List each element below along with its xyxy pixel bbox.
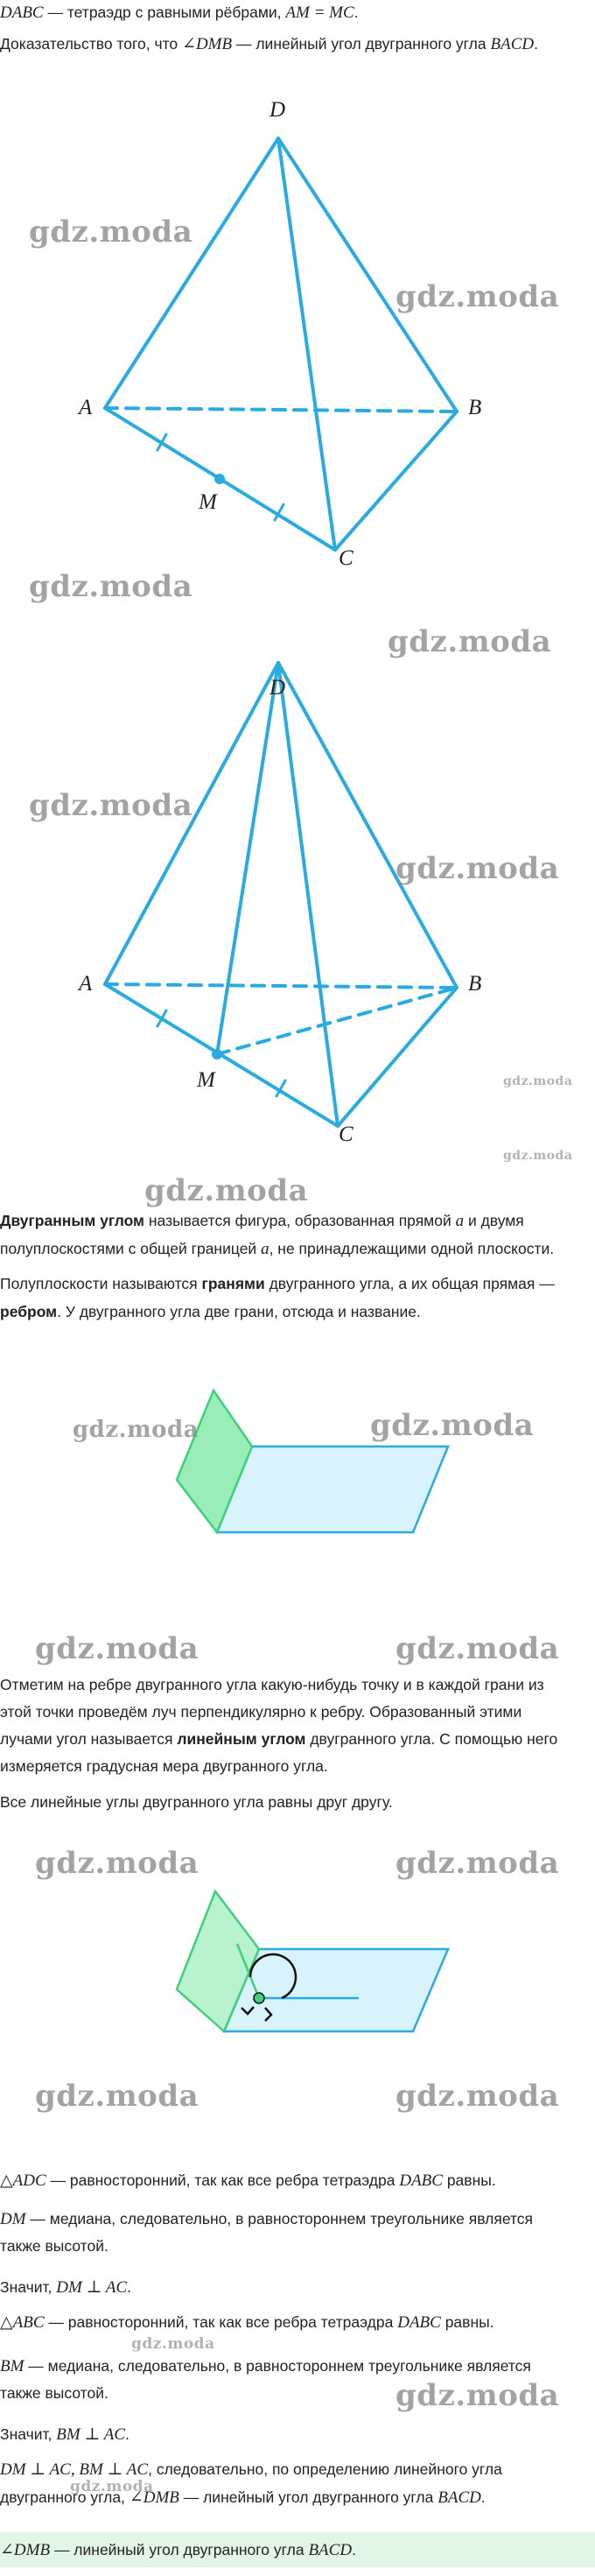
edge-dc <box>278 663 338 1126</box>
watermark: gdz.moda <box>35 1846 200 1881</box>
equal-segments: AM = MC <box>285 4 354 22</box>
watermark: gdz.moda <box>396 2079 560 2114</box>
point-m <box>212 1049 222 1059</box>
label-d: D <box>270 676 286 700</box>
watermark: gdz.moda <box>131 2335 215 2353</box>
label-c: C <box>339 1123 354 1146</box>
definition-dihedral-angle-cont: полуплоскостями с общей границей a, не принадлежащими одной плоскости. <box>0 1240 555 1258</box>
proof-step-4: △ABC — равносторонний, так как все ребра тетраэдра DABC равны. <box>0 2313 494 2332</box>
edge-db <box>278 663 457 988</box>
definition-dihedral-angle: Двугранным углом называется фигура, образованная прямой a и двумя <box>0 1212 524 1230</box>
watermark: gdz.moda <box>35 1631 200 1666</box>
watermark: gdz.moda <box>29 569 193 604</box>
definition-edge: ребром. У двугранного угла две грани, отсюда и название. <box>0 1303 421 1320</box>
linear-angle-text-4: измеряется градусная мера двугранного угла. <box>0 1757 328 1775</box>
label-c: C <box>339 546 354 570</box>
edge-cb <box>338 988 457 1126</box>
watermark: gdz.moda <box>396 2378 560 2413</box>
linear-angle-text-1: Отметим на ребре двугранного угла какую-нибудь точку и в каждой грани из <box>0 1676 544 1693</box>
answer: ∠DMB — линейный угол двугранного угла BACD. <box>0 2541 356 2559</box>
edge-da <box>105 138 278 408</box>
watermark: gdz.moda <box>396 1846 560 1881</box>
intro-line-1: DABC — тетраэдр с равными рёбрами, AM = MC. <box>0 4 359 22</box>
watermark: gdz.moda <box>396 1631 560 1666</box>
point-on-edge <box>254 1993 264 2003</box>
watermark: gdz.moda <box>388 624 552 659</box>
label-d: D <box>270 98 286 122</box>
watermark: gdz.moda <box>73 1417 200 1443</box>
linear-angle-text-2: этой точки проведём луч перпендикулярно к ребру. Образованный этими <box>0 1703 522 1721</box>
linear-angle-text-3: лучами угол называется линейным углом двугранного угла. С помощью него <box>0 1730 558 1748</box>
proof-step-7: DM ⊥ AC, BM ⊥ AC, следовательно, по определению линейного угла <box>0 2460 502 2479</box>
watermark: gdz.moda <box>144 1173 309 1208</box>
proof-step-3: Значит, DM ⊥ AC. <box>0 2278 132 2297</box>
edge-db <box>278 138 457 412</box>
linear-angles-equal: Все линейные углы двугранного угла равны друг другу. <box>0 1793 393 1811</box>
point-m <box>214 474 225 484</box>
edge-dc <box>278 138 335 550</box>
label-a: A <box>79 972 93 996</box>
watermark: gdz.moda <box>396 851 560 886</box>
intro-line-2: Доказательство того, что ∠DMB — линейный угол двугранного угла BACD. <box>0 35 538 53</box>
edge-ab-hidden <box>105 984 457 988</box>
proof-step-2: DM — медиана, следовательно, в равностороннем треугольнике является <box>0 2210 534 2228</box>
watermark: gdz.moda <box>29 788 193 823</box>
definition-faces: Полуплоскости называются гранями двугранного угла, а их общая прямая — <box>0 1275 555 1292</box>
proof-step-2-cont: также высотой. <box>0 2237 108 2255</box>
tetrahedron-figure-2 <box>0 613 595 1182</box>
watermark: gdz.moda <box>370 1408 535 1443</box>
proof-step-5: BM — медиана, следовательно, в равностороннем треугольнике является <box>0 2357 531 2375</box>
label-m: M <box>199 490 217 514</box>
watermark: gdz.moda <box>29 215 193 250</box>
watermark: gdz.moda <box>396 279 560 314</box>
tetrahedron-name: DABC <box>0 4 44 22</box>
proof-step-6: Значит, BM ⊥ AC. <box>0 2425 130 2444</box>
watermark: gdz.moda <box>35 2079 200 2114</box>
face-horizontal <box>217 1446 448 1532</box>
proof-step-7-cont: двугранного угла, ∠DMB — линейный угол двугранного угла BACD. <box>0 2488 486 2507</box>
label-a: A <box>79 396 93 419</box>
watermark: gdz.moda <box>70 2478 154 2495</box>
label-b: B <box>468 972 482 996</box>
proof-step-1: △ADC — равносторонний, так как все ребра тетраэдра DABC равны. <box>0 2171 496 2190</box>
label-m: M <box>197 1068 215 1092</box>
label-b: B <box>468 396 482 419</box>
edge-mb-hidden <box>217 988 457 1054</box>
watermark: gdz.moda <box>503 1074 573 1088</box>
edge-ab-hidden <box>105 408 457 412</box>
proof-step-5-cont: также высотой. <box>0 2384 108 2402</box>
edge-cb <box>335 412 457 550</box>
watermark: gdz.moda <box>503 1149 573 1163</box>
